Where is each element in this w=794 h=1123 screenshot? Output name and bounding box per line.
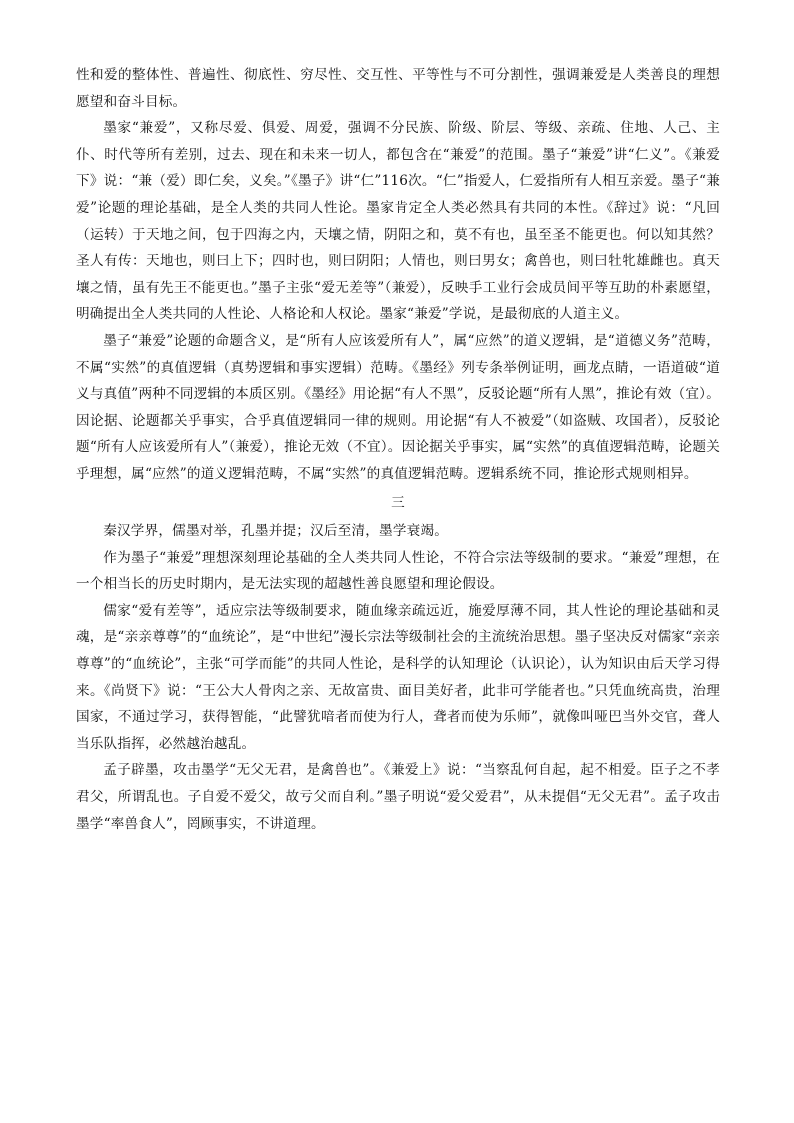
document-page [76,62,720,837]
paragraph-2: 墨家“兼爱”，又称尽爱、俱爱、周爱，强调不分民族、阶级、阶层、等级、亲疏、住地、人己、主仆、时代等所有差别，过去、现在和未来一切人，都包含在“兼爱”的范围。墨子“兼爱”讲“仁义”。《兼爱下》说：“兼（爱）即仁矣，义矣。”《墨子》讲“仁”116次。“仁”指爱人，仁爱指所有人相互亲爱。墨子“兼爱”论题的理论基础，是全人类的共同人性论。墨家肯定全人类必然具有共同的本性。《辞过》说：“凡回（运转）于天地之间，包于四海之内，天壤之情，阴阳之和，莫不有也，虽至圣不能更也。何以知其然？圣人有传：天地也，则曰上下；四时也，则曰阴阳；人情也，则曰男女；禽兽也，则曰牡牝雄雌也。真天壤之情，虽有先王不能更也。”墨子主张“爱无差等”（兼爱），反映手工业行会成员间平等互助的朴素愿望，明确提出全人类共同的人性论、人格论和人权论。墨家“兼爱”学说，是最彻底的人道主义。 [76,120,720,323]
paragraph-5: 作为墨子“兼爱”理想深刻理论基础的全人类共同人性论，不符合宗法等级制的要求。“兼爱”理想，在一个相当长的历史时期内，是无法实现的超越性善良愿望和理论假设。 [76,549,720,593]
paragraph-6: 儒家“爱有差等”，适应宗法等级制要求，随血缘亲疏远近，施爱厚薄不同，其人性论的理论基础和灵魂，是“亲亲尊尊”的“血统论”，是“中世纪”漫长宗法等级制社会的主流统治思想。墨子坚决反对儒家“亲亲尊尊”的“血统论”，主张“可学而能”的共同人性论，是科学的认知理论（认识论），认为知识由后天学习得来。《尚贤下》说：“王公大人骨肉之亲、无故富贵、面目美好者，此非可学能者也。”只凭血统高贵，治理国家，不通过学习，获得智能，“此譬犹喑者而使为行人，聋者而使为乐师”，就像叫哑巴当外交官，聋人当乐队指挥，必然越治越乱。 [76,602,720,752]
paragraph-1: 性和爱的整体性、普遍性、彻底性、穷尽性、交互性、平等性与不可分割性，强调兼爱是人类善良的理想愿望和奋斗目标。 [76,67,720,110]
section-heading-three: 三 [391,494,405,511]
paragraph-3: 墨子“兼爱”论题的命题含义，是“所有人应该爱所有人”，属“应然”的道义逻辑，是“道德义务”范畴，不属“实然”的真值逻辑（真势逻辑和事实逻辑）范畴。《墨经》列专条举例证明，画龙点睛，一语道破“道义与真值”两种不同逻辑的本质区别。《墨经》用论据“有人不黑”，反驳论题“所有人黑”，推论有效（宜）。因论据、论题都关乎事实，合乎真值逻辑同一律的规则。用论据“有人不被爱”（如盗贼、攻国者），反驳论题“所有人应该爱所有人”（兼爱），推论无效（不宜）。因论据关乎事实，属“实然”的真值逻辑范畴，论题关乎理想，属“应然”的道义逻辑范畴，不属“实然”的真值逻辑范畴。逻辑系统不同，推论形式规则相异。 [76,332,720,482]
paragraph-7: 孟子辟墨，攻击墨学“无父无君，是禽兽也”。《兼爱上》说：“当察乱何自起，起不相爱。臣子之不孝君父，所谓乱也。子自爱不爱父，故亏父而自利。”墨子明说“爱父爱君”，从未提倡“无父无君”。孟子攻击墨学“率兽食人”，罔顾事实，不讲道理。 [76,762,720,832]
paragraph-4: 秦汉学界，儒墨对举，孔墨并提；汉后至清，墨学衰竭。 [103,523,449,540]
